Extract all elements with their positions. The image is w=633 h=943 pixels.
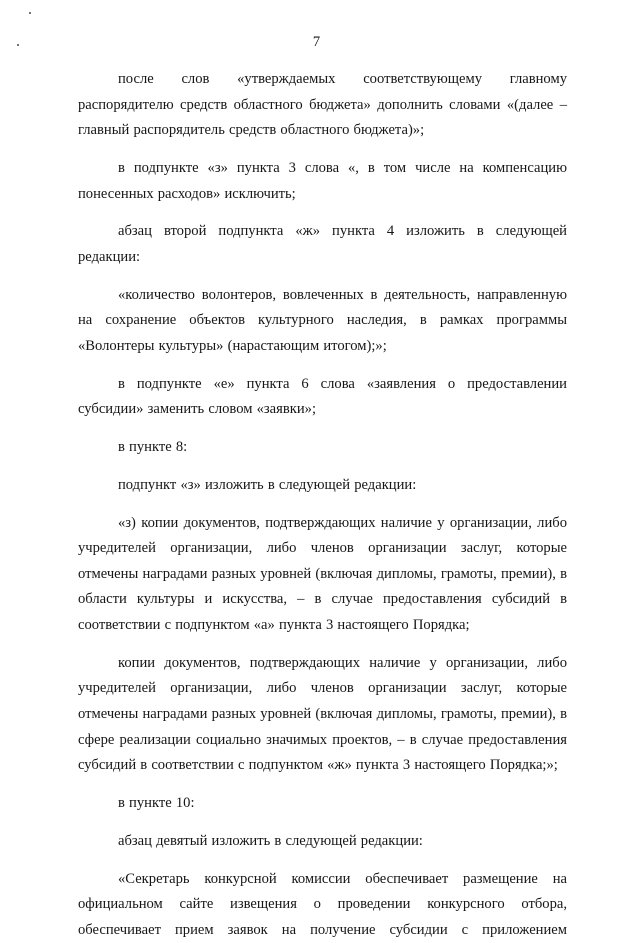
paragraph: после слов «утверждаемых соответствующему главному распорядителю средств областного бюджета» дополнить словами «(далее – главный распорядитель средств областного бюджета)»; [78, 67, 567, 144]
paragraph: абзац девятый изложить в следующей редакции: [78, 829, 567, 855]
paragraph: подпункт «з» изложить в следующей редакции: [78, 473, 567, 499]
paragraph: в подпункте «з» пункта 3 слова «, в том числе на компенсацию понесенных расходов» исключить; [78, 156, 567, 207]
page-number: 7 [0, 33, 633, 51]
paragraph: «Секретарь конкурсной комиссии обеспечивает размещение на официальном сайте извещения о проведении конкурсного отбора, обеспечивает прием заявок на получение субсидии с приложением [78, 867, 567, 943]
paragraph: копии документов, подтверждающих наличие у организации, либо учредителей организации, либо членов организации заслуг, которые отмечены наградами разных уровней (включая дипломы, грамоты, премии), в сфере реализации социально значимых проектов, – в случае предоставления субсидий в соответствии с подпунктом «ж» пункта 3 настоящего Порядка;»; [78, 651, 567, 779]
document-body [78, 67, 567, 943]
paragraph: «з) копии документов, подтверждающих наличие у организации, либо учредителей организации, либо членов организации заслуг, которые отмечены наградами разных уровней (включая дипломы, грамоты, премии), в области культуры и искусства, – в случае предоставления субсидий в соответствии с подпунктом «а» пункта 3 настоящего Порядка; [78, 511, 567, 639]
paragraph: в пункте 10: [78, 791, 567, 817]
paragraph: абзац второй подпункта «ж» пункта 4 изложить в следующей редакции: [78, 219, 567, 270]
scan-speck [29, 12, 31, 14]
paragraph: в пункте 8: [78, 435, 567, 461]
paragraph: «количество волонтеров, вовлеченных в деятельность, направленную на сохранение объектов культурного наследия, в рамках программы «Волонтеры культуры» (нарастающим итогом);»; [78, 283, 567, 360]
paragraph: в подпункте «е» пункта 6 слова «заявления о предоставлении субсидии» заменить словом «заявки»; [78, 372, 567, 423]
